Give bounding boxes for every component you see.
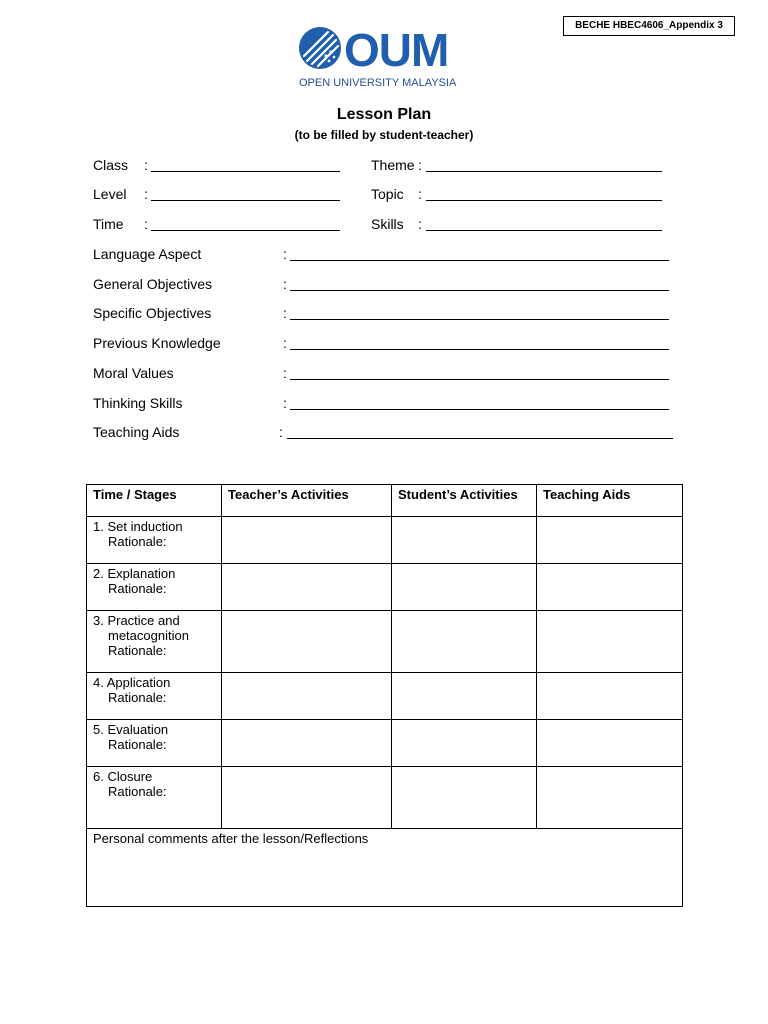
teacher-activities-cell[interactable] [222,720,392,767]
topic-colon: : [418,186,422,202]
stage-cell [87,673,222,720]
teaching-aids-cell[interactable] [537,517,683,564]
time-label: Time [93,216,124,232]
moral-values-field[interactable] [290,366,669,380]
teacher-activities-cell[interactable] [222,517,392,564]
topic-label: Topic [371,186,404,202]
class-field[interactable] [151,158,340,172]
language-aspect-colon: : [283,246,287,262]
stage-cell [87,767,222,829]
time-colon: : [144,216,148,232]
level-field[interactable] [151,187,340,201]
time-field[interactable] [151,217,340,231]
stage-title: 4. Application [93,675,171,690]
specific-objectives-colon: : [283,305,287,321]
stage-title: 3. Practice and [93,613,180,628]
stage-title: 5. Evaluation [93,722,169,737]
student-activities-cell[interactable] [392,564,537,611]
oum-logo [298,26,468,92]
logo-subtitle: OPEN UNIVERSITY MALAYSIA [299,77,457,89]
col-header-student-activities: Student’s Activities [392,485,537,517]
theme-field[interactable] [426,158,662,172]
table-row [87,720,683,767]
stage-title-cont: metacognition [108,628,189,643]
theme-colon: : [418,157,422,173]
theme-label: Theme [371,157,415,173]
stage-rationale: Rationale: [108,784,167,799]
skills-field[interactable] [426,217,662,231]
teaching-aids-cell[interactable] [537,720,683,767]
topic-field[interactable] [426,187,662,201]
level-colon: : [144,186,148,202]
stage-rationale: Rationale: [108,690,167,705]
table-row [87,673,683,720]
table-row [87,611,683,673]
thinking-skills-field[interactable] [290,396,669,410]
teacher-activities-cell[interactable] [222,564,392,611]
skills-label: Skills [371,216,404,232]
student-activities-cell[interactable] [392,517,537,564]
table-row [87,517,683,564]
stage-rationale: Rationale: [108,737,167,752]
table-header-row [87,485,683,517]
teacher-activities-cell[interactable] [222,673,392,720]
stage-cell [87,611,222,673]
specific-objectives-label: Specific Objectives [93,305,212,321]
previous-knowledge-field[interactable] [290,336,669,350]
oum-emblem-icon [298,26,342,70]
student-activities-cell[interactable] [392,673,537,720]
class-label: Class [93,157,129,173]
col-header-time-stages: Time / Stages [87,485,222,517]
stage-cell [87,564,222,611]
lesson-plan-table [86,484,683,907]
teaching-aids-label: Teaching Aids [93,424,180,440]
reflections-row [87,829,683,907]
previous-knowledge-label: Previous Knowledge [93,335,221,351]
document-code: BECHE HBEC4606_Appendix 3 [563,16,735,36]
logo-wordmark: OUM [344,24,449,76]
level-label: Level [93,186,127,202]
teaching-aids-field[interactable] [287,425,673,439]
stage-rationale: Rationale: [108,581,167,596]
col-header-teacher-activities: Teacher’s Activities [222,485,392,517]
student-activities-cell[interactable] [392,611,537,673]
teaching-aids-cell[interactable] [537,564,683,611]
language-aspect-field[interactable] [290,247,669,261]
stage-rationale: Rationale: [108,534,167,549]
page-title: Lesson Plan [336,106,432,123]
reflections-label: Personal comments after the lesson/Reflections [93,831,369,846]
teaching-aids-cell[interactable] [537,611,683,673]
skills-colon: : [418,216,422,232]
class-colon: : [144,157,148,173]
stage-title: 1. Set induction [93,519,183,534]
general-objectives-colon: : [283,276,287,292]
teacher-activities-cell[interactable] [222,767,392,829]
teacher-activities-cell[interactable] [222,611,392,673]
moral-values-colon: : [283,365,287,381]
table-row [87,767,683,829]
stage-cell [87,517,222,564]
page-subtitle: (to be filled by student-teacher) [294,128,474,142]
table-row [87,564,683,611]
thinking-skills-label: Thinking Skills [93,395,183,411]
col-header-teaching-aids: Teaching Aids [537,485,683,517]
reflections-cell[interactable] [87,829,683,907]
student-activities-cell[interactable] [392,720,537,767]
moral-values-label: Moral Values [93,365,174,381]
general-objectives-field[interactable] [290,277,669,291]
student-activities-cell[interactable] [392,767,537,829]
stage-rationale: Rationale: [108,643,167,658]
general-objectives-label: General Objectives [93,276,213,292]
previous-knowledge-colon: : [283,335,287,351]
teaching-aids-colon: : [279,424,283,440]
teaching-aids-cell[interactable] [537,673,683,720]
teaching-aids-cell[interactable] [537,767,683,829]
specific-objectives-field[interactable] [290,306,669,320]
language-aspect-label: Language Aspect [93,246,202,262]
stage-title: 6. Closure [93,769,153,784]
thinking-skills-colon: : [283,395,287,411]
stage-cell [87,720,222,767]
stage-title: 2. Explanation [93,566,176,581]
